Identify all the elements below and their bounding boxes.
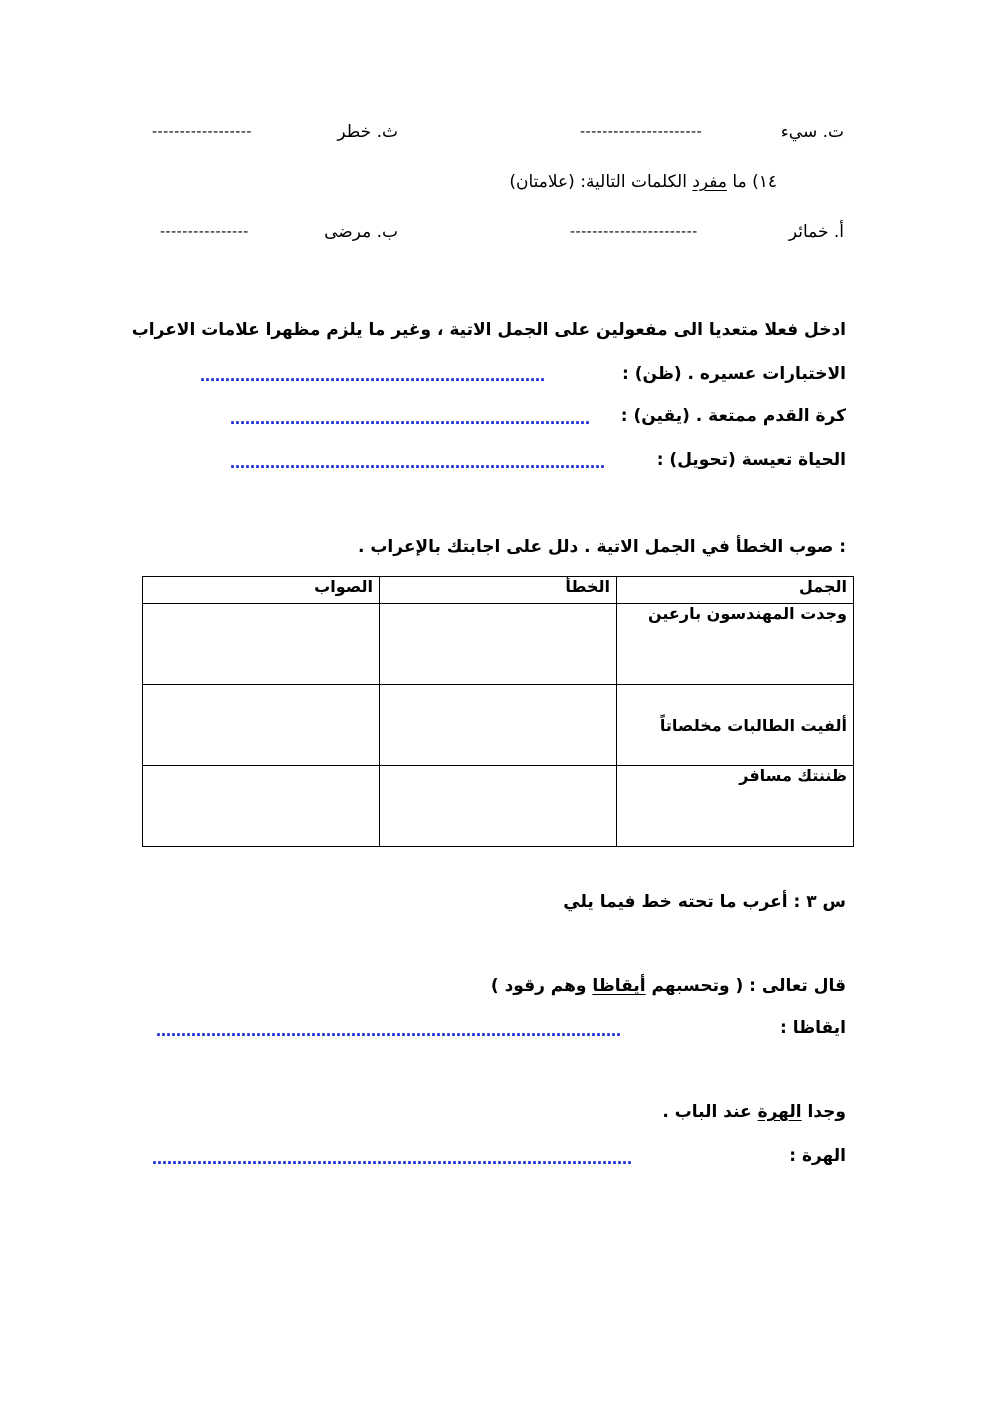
question-14-underlined-word: مفرد xyxy=(692,172,727,192)
header-error: الخطأ xyxy=(380,577,617,604)
verbs-item-3-sentence: الحياة تعيسة (تحويل) : xyxy=(656,450,846,470)
correction-instruction: : صوب الخطأ في الجمل الاتية . دلل على اجابتك بالإعراب . xyxy=(357,537,846,557)
table-row xyxy=(143,766,854,847)
table-row xyxy=(143,685,854,766)
cell-correct[interactable] xyxy=(143,685,380,766)
correction-table xyxy=(142,576,854,847)
vocab-answer-line-t[interactable]: ---------------------- xyxy=(580,124,703,140)
verbs-answer-line-2[interactable]: ……………………………………………………………… xyxy=(230,410,590,428)
parsing-item-1 xyxy=(491,976,846,996)
verbs-item-2 xyxy=(621,406,846,426)
header-correct: الصواب xyxy=(143,577,380,604)
cell-error[interactable] xyxy=(380,604,617,685)
verbs-item-1 xyxy=(622,364,846,384)
parsing-item-2-after: عند الباب . xyxy=(662,1102,752,1122)
verbs-answer-line-3[interactable]: ………………………………………………………………… xyxy=(230,454,605,472)
vocab-item-t xyxy=(781,122,844,142)
table-header-row xyxy=(143,577,854,604)
parsing-item-2-before: وجدا xyxy=(807,1102,846,1122)
vocab-item-th: ث. خطر xyxy=(337,122,398,142)
vocab-item-a: أ. خمائر xyxy=(788,222,844,242)
vocab-answer-line-a[interactable]: ----------------------- xyxy=(570,224,698,240)
parsing-item-1-before: قال تعالى : ( وتحسبهم xyxy=(651,976,846,996)
verbs-item-1-sentence: الاختبارات عسيره . (ظن) : xyxy=(622,364,846,384)
parsing-answer-line-1[interactable]: ………………………………………………………………………………… xyxy=(156,1022,621,1040)
question-14-text-after: الكلمات التالية: (علامتان) xyxy=(509,172,687,192)
parsing-item-2-underlined: الهرة xyxy=(757,1102,802,1122)
verbs-item-3 xyxy=(657,450,846,470)
parsing-item-1-underlined: أيقاظا xyxy=(592,976,646,996)
vocab-answer-line-b[interactable]: ---------------- xyxy=(160,224,249,240)
parsing-item-2 xyxy=(662,1102,846,1122)
cell-correct[interactable] xyxy=(143,766,380,847)
parsing-title: س ٣ : أعرب ما تحته خط فيما يلي xyxy=(563,892,846,912)
vocab-answer-line-th[interactable]: ------------------ xyxy=(152,124,252,140)
parsing-item-1-after: وهم رقود ) xyxy=(490,976,587,996)
question-14-number: ١٤) xyxy=(752,172,777,192)
question-14 xyxy=(509,172,777,192)
header-sentences: الجمل xyxy=(617,577,854,604)
parsing-answer-line-2[interactable]: …………………………………………………………………………………… xyxy=(152,1150,632,1168)
cell-correct[interactable] xyxy=(143,604,380,685)
cell-sentence: ألفيت الطالبات مخلصاتاً xyxy=(617,685,854,766)
verbs-answer-line-1[interactable]: …………………………………………………………… xyxy=(200,367,545,385)
cell-sentence: وجدت المهندسون بارعين xyxy=(617,604,854,685)
table-row xyxy=(143,604,854,685)
cell-error[interactable] xyxy=(380,685,617,766)
cell-sentence: ظننتك مسافر xyxy=(617,766,854,847)
parsing-item-2-label: الهرة : xyxy=(789,1146,846,1166)
vocab-item-t-label: ت. سيء xyxy=(780,122,844,142)
parsing-item-1-label: ايقاظا : xyxy=(780,1018,846,1038)
cell-error[interactable] xyxy=(380,766,617,847)
verbs-item-2-sentence: كرة القدم ممتعة . (يقين) : xyxy=(620,406,846,426)
verbs-instruction: ادخل فعلا متعديا الى مفعولين على الجمل الاتية ، وغير ما يلزم مظهرا علامات الاعراب xyxy=(131,320,846,340)
question-14-text-before: ما xyxy=(732,172,747,192)
vocab-item-b: ب. مرضى xyxy=(324,222,398,242)
